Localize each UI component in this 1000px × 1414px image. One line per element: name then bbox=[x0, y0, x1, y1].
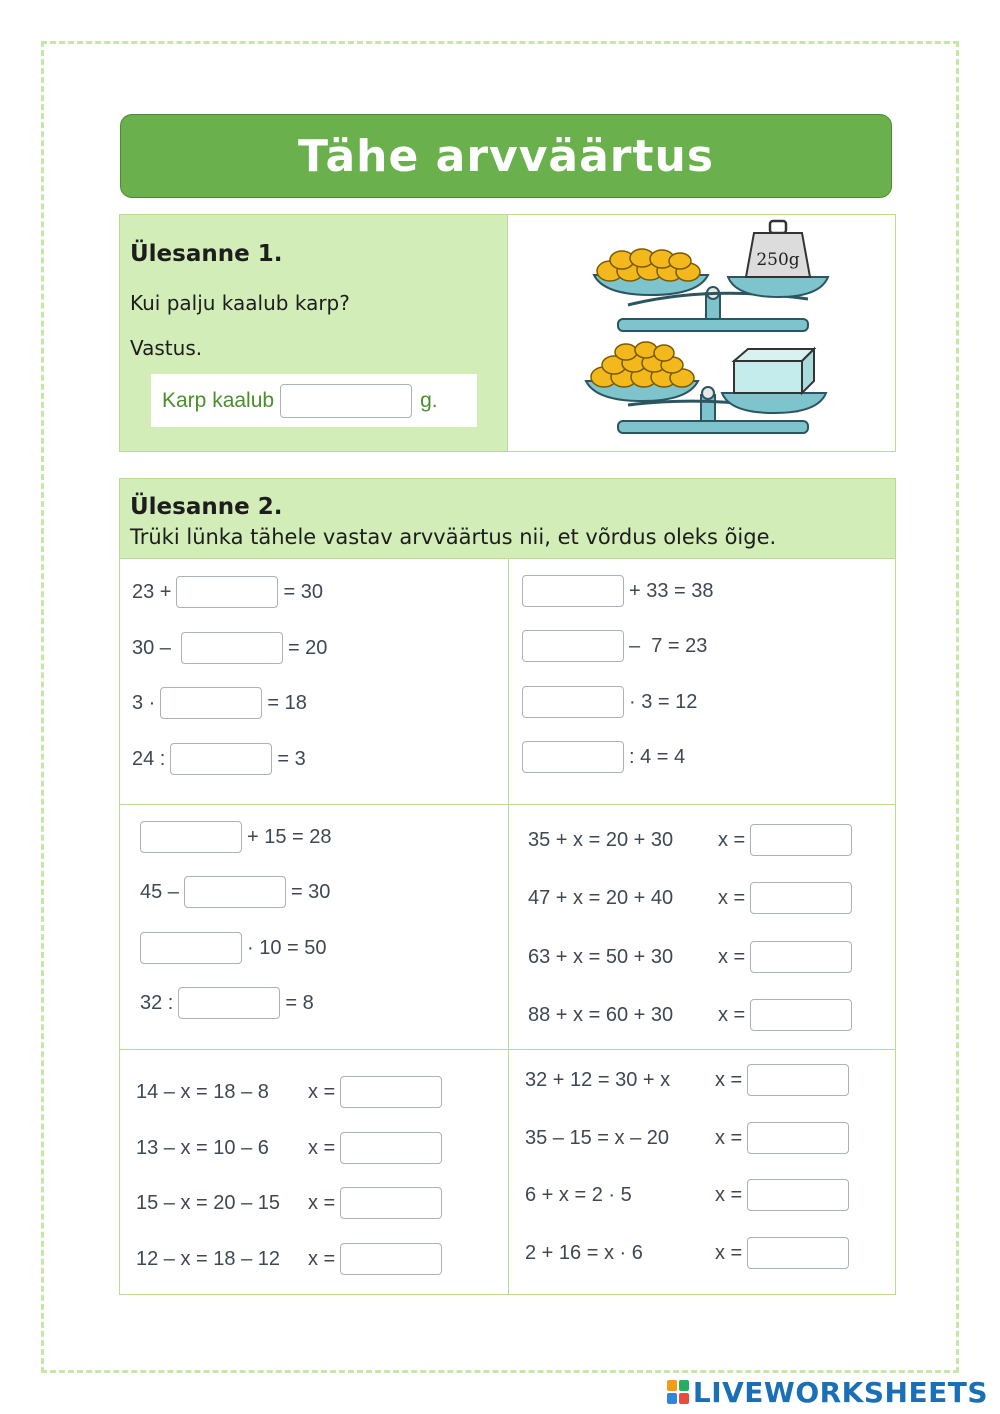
answer-input[interactable] bbox=[181, 632, 283, 664]
x-label: x = bbox=[715, 1068, 743, 1091]
x-label: x = bbox=[718, 1003, 746, 1026]
task1-answer-label: Vastus. bbox=[130, 336, 203, 360]
equation-row bbox=[525, 1236, 854, 1270]
equation-row bbox=[528, 881, 857, 915]
equation-after: + 33 = 38 bbox=[629, 579, 714, 602]
equation-row bbox=[136, 1186, 447, 1220]
answer-input[interactable] bbox=[170, 743, 272, 775]
grid-divider-horizontal bbox=[120, 1049, 895, 1050]
task2-heading: Ülesanne 2. bbox=[130, 494, 283, 520]
answer-input[interactable] bbox=[747, 1179, 849, 1211]
equation-row bbox=[136, 1131, 447, 1165]
answer-input[interactable] bbox=[340, 1187, 442, 1219]
answer-input[interactable] bbox=[176, 576, 278, 608]
x-label: x = bbox=[715, 1126, 743, 1149]
apricots-bottom bbox=[591, 342, 694, 387]
equation-after: = 3 bbox=[277, 747, 306, 770]
title-banner bbox=[120, 114, 892, 198]
answer-input[interactable] bbox=[747, 1237, 849, 1269]
task1-text-panel bbox=[120, 215, 508, 451]
answer-input[interactable] bbox=[178, 987, 280, 1019]
x-label: x = bbox=[308, 1136, 336, 1159]
equation-before: 45 – bbox=[140, 880, 179, 903]
weight-label: 250g bbox=[756, 250, 800, 270]
equation-before: 23 + bbox=[132, 580, 172, 603]
equation-text: 63 + x = 50 + 30 bbox=[528, 945, 674, 968]
answer-input[interactable] bbox=[184, 876, 286, 908]
equation-after: = 18 bbox=[267, 691, 307, 714]
bottom-balance-scale bbox=[586, 342, 826, 433]
task2-instruction: Trüki lünka tähele vastav arvväärtus nii, et võrdus oleks õige. bbox=[130, 525, 777, 549]
x-label: x = bbox=[715, 1241, 743, 1264]
box-weight-unit: g. bbox=[420, 388, 438, 412]
x-label: x = bbox=[718, 886, 746, 909]
equation-text: 15 – x = 20 – 15 bbox=[136, 1191, 281, 1214]
scales-illustration bbox=[508, 215, 895, 451]
x-label: x = bbox=[715, 1183, 743, 1206]
answer-input[interactable] bbox=[340, 1076, 442, 1108]
answer-input[interactable] bbox=[522, 686, 624, 718]
equation-row bbox=[525, 1178, 854, 1212]
equation-row bbox=[525, 1121, 854, 1155]
task1-answer-box bbox=[151, 374, 477, 427]
x-label: x = bbox=[718, 828, 746, 851]
equation-row bbox=[136, 1242, 447, 1276]
box-weight-input[interactable] bbox=[280, 384, 412, 418]
equation-row bbox=[132, 575, 323, 609]
equation-text: 35 – 15 = x – 20 bbox=[525, 1126, 670, 1149]
equation-row bbox=[140, 820, 332, 854]
equation-after: = 30 bbox=[290, 880, 331, 903]
answer-input[interactable] bbox=[750, 999, 852, 1031]
answer-input[interactable] bbox=[747, 1122, 849, 1154]
answer-input[interactable] bbox=[750, 941, 852, 973]
answer-input[interactable] bbox=[140, 821, 242, 853]
answer-input[interactable] bbox=[340, 1243, 442, 1275]
task2-header bbox=[120, 479, 895, 559]
equation-text: 88 + x = 60 + 30 bbox=[528, 1003, 674, 1026]
x-label: x = bbox=[308, 1247, 336, 1270]
answer-input[interactable] bbox=[522, 630, 624, 662]
equation-row bbox=[136, 1075, 447, 1109]
equation-before: 30 – bbox=[132, 636, 171, 659]
equation-row bbox=[522, 685, 697, 719]
equation-row bbox=[132, 631, 327, 665]
apricots-top bbox=[597, 249, 700, 281]
grid-divider-vertical bbox=[508, 559, 509, 1295]
balance-scales-image bbox=[508, 215, 895, 451]
answer-input[interactable] bbox=[522, 575, 624, 607]
equation-row bbox=[522, 629, 707, 663]
equation-before: 32 : bbox=[140, 991, 174, 1014]
box-object bbox=[734, 349, 814, 393]
equation-text: 13 – x = 10 – 6 bbox=[136, 1136, 269, 1159]
top-balance-scale bbox=[594, 221, 828, 331]
equation-row bbox=[528, 823, 857, 857]
answer-input[interactable] bbox=[160, 687, 262, 719]
equation-row bbox=[140, 931, 327, 965]
equation-text: 14 – x = 18 – 8 bbox=[136, 1080, 269, 1103]
equation-after: = 20 bbox=[287, 636, 328, 659]
task1-heading: Ülesanne 1. bbox=[130, 241, 283, 267]
weight-250g bbox=[746, 221, 810, 277]
answer-input[interactable] bbox=[750, 824, 852, 856]
equation-text: 32 + 12 = 30 + x bbox=[525, 1068, 671, 1091]
equation-before: 24 : bbox=[132, 747, 166, 770]
task1-section bbox=[119, 214, 896, 452]
equation-text: 47 + x = 20 + 40 bbox=[528, 886, 674, 909]
equation-row bbox=[132, 742, 306, 776]
equation-row bbox=[528, 998, 857, 1032]
equation-after: = 30 bbox=[283, 580, 323, 603]
answer-input[interactable] bbox=[522, 741, 624, 773]
equation-row bbox=[525, 1063, 854, 1097]
equation-row bbox=[132, 686, 307, 720]
equation-after: · 3 = 12 bbox=[629, 690, 698, 713]
answer-input[interactable] bbox=[140, 932, 242, 964]
x-label: x = bbox=[718, 945, 746, 968]
page-title: Tähe arvväärtus bbox=[297, 130, 715, 182]
answer-input[interactable] bbox=[747, 1064, 849, 1096]
equation-row bbox=[522, 740, 685, 774]
equation-row bbox=[528, 940, 857, 974]
equation-text: 35 + x = 20 + 30 bbox=[528, 828, 674, 851]
x-label: x = bbox=[308, 1191, 336, 1214]
equation-text: 6 + x = 2 · 5 bbox=[525, 1183, 632, 1206]
equation-text: 12 – x = 18 – 12 bbox=[136, 1247, 281, 1270]
grid-divider-horizontal bbox=[120, 804, 895, 805]
equation-after: = 8 bbox=[285, 991, 314, 1014]
equation-row bbox=[140, 986, 314, 1020]
equation-text: 2 + 16 = x · 6 bbox=[525, 1241, 643, 1264]
equation-after: : 4 = 4 bbox=[629, 745, 686, 768]
equation-row bbox=[522, 574, 714, 608]
answer-input[interactable] bbox=[340, 1132, 442, 1164]
watermark-text: LIVEWORKSHEETS bbox=[692, 1375, 988, 1409]
equation-after: · 10 = 50 bbox=[247, 936, 327, 959]
equation-before: 3 · bbox=[132, 691, 156, 714]
equation-row bbox=[140, 875, 330, 909]
exercise-grid bbox=[120, 559, 895, 1295]
liveworksheets-logo-icon bbox=[667, 1380, 689, 1404]
liveworksheets-watermark bbox=[667, 1374, 988, 1410]
x-label: x = bbox=[308, 1080, 336, 1103]
answer-input[interactable] bbox=[750, 882, 852, 914]
box-weight-label: Karp kaalub bbox=[162, 388, 275, 412]
equation-after: + 15 = 28 bbox=[247, 825, 332, 848]
equation-after: – 7 = 23 bbox=[629, 634, 708, 657]
task1-question: Kui palju kaalub karp? bbox=[130, 291, 350, 315]
task2-section bbox=[119, 478, 896, 1295]
